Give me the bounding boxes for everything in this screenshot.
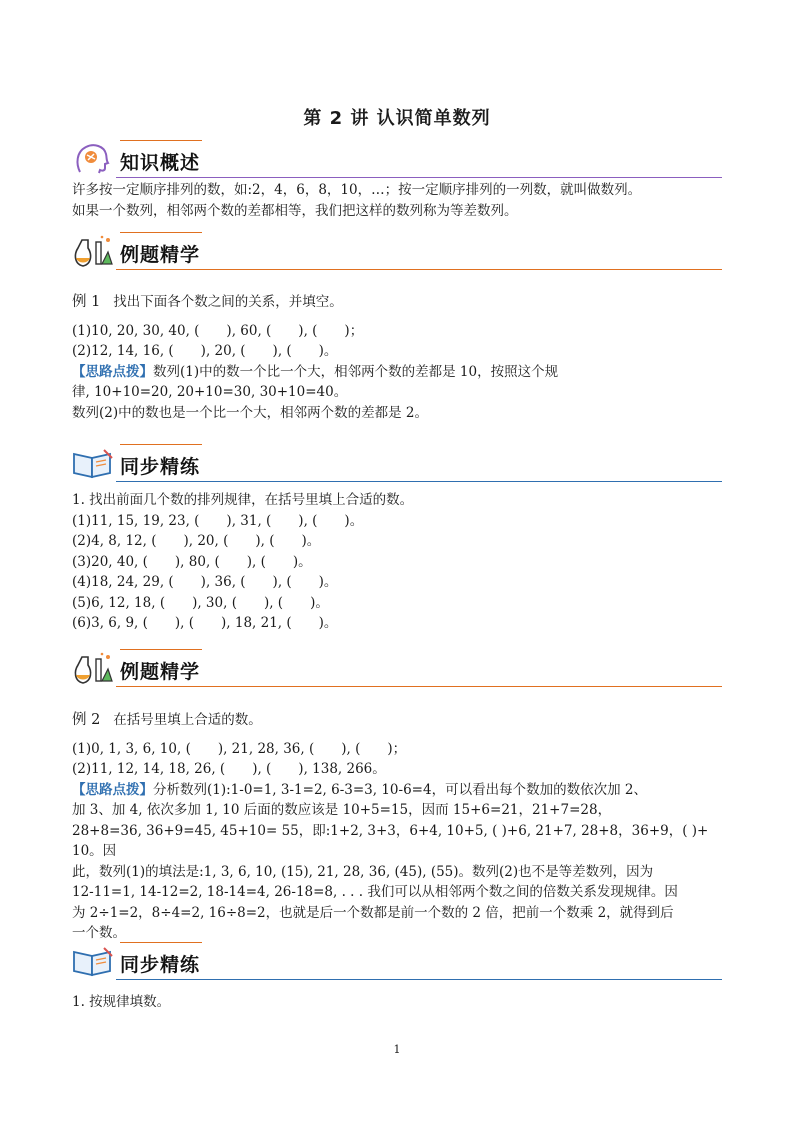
- practice-question: 1. 找出前面几个数的排列规律，在括号里填上合适的数。: [72, 492, 414, 508]
- text-line: 许多按一定顺序排列的数，如:2，4，6，8，10，…；按一定顺序排列的一列数，就叫做数列。: [72, 182, 642, 198]
- section-header-practice-1: [72, 440, 722, 482]
- example-item: (2)11, 12, 14, 18, 26, ( ), ( ), 138, 266。: [72, 761, 386, 777]
- hint-line: 12-11=1, 14-12=2, 18-14=4, 26-18=8, . . . 我们可以从相邻两个数之间的倍数关系发现规律。因: [72, 884, 678, 900]
- header-accent-line: [120, 140, 202, 141]
- section-heading: 例题精学: [120, 661, 201, 683]
- section-heading: 知识概述: [120, 152, 201, 174]
- prompt-text: 找出下面各个数之间的关系，并填空。: [113, 294, 343, 310]
- practice-item: (6)3, 6, 9, ( ), ( ), 18, 21, ( )。: [72, 615, 338, 631]
- header-underline: [116, 481, 722, 482]
- hint-line: 28+8=36, 36+9=45, 45+10= 55，即:1+2, 3+3，6+4, 10+5, ( )+6, 21+7, 28+8，36+9，( )+ 10。因: [72, 822, 709, 859]
- example-item: (2)12, 14, 16, ( ), 20, ( ), ( )。: [72, 343, 338, 359]
- example-label: 例 2: [72, 712, 101, 728]
- page-number: 1: [393, 1043, 401, 1056]
- hint-tag: 【思路点拨】: [72, 363, 153, 380]
- hint-line: 此，数列(1)的填法是:1, 3, 6, 10, (15), 21, 28, 36, (45), (55)。数列(2)也不是等差数列，因为: [72, 863, 654, 880]
- overview-text: [72, 180, 722, 221]
- hint-line: 一个数。: [72, 925, 126, 941]
- section-header-example-2: [72, 645, 722, 687]
- text-line: 如果一个数列，相邻两个数的差都相等，我们把这样的数列称为等差数列。: [72, 202, 518, 219]
- open-book-icon: [72, 446, 116, 480]
- practice-2-body: [72, 992, 722, 1013]
- section-header-practice-2: [72, 938, 722, 980]
- practice-item: (1)11, 15, 19, 23, ( ), 31, ( ), ( )。: [72, 512, 364, 529]
- hint-line: [72, 362, 722, 383]
- header-accent-line: [120, 232, 202, 233]
- practice-item: (5)6, 12, 18, ( ), 30, ( ), ( )。: [72, 594, 329, 611]
- example-1-body: [72, 292, 722, 423]
- header-underline: [116, 979, 722, 980]
- example-item: (1)10, 20, 30, 40, ( ), 60, ( ), ( )；: [72, 322, 364, 339]
- practice-1-body: [72, 490, 722, 634]
- lab-flask-icon: [72, 651, 116, 685]
- section-header-example-1: [72, 228, 722, 270]
- section-heading: 同步精练: [120, 456, 201, 478]
- hint-line: 加 3、加 4, 依次多加 1, 10 后面的数应该是 10+5=15，因而 15+6=21，21+7=28，: [72, 802, 612, 818]
- section-heading: 例题精学: [120, 244, 201, 266]
- lab-flask-icon: [72, 234, 116, 268]
- section-header-overview: [72, 136, 722, 178]
- hint-line: 为 2÷1=2，8÷4=2, 16÷8=2，也就是后一个数都是前一个数的 2 倍，把前一个数乘 2，就得到后: [72, 904, 674, 921]
- prompt-text: 在括号里填上合适的数。: [113, 712, 262, 728]
- page-title: 第 2 讲 认识简单数列: [303, 108, 491, 129]
- practice-item: (2)4, 8, 12, ( ), 20, ( ), ( )。: [72, 533, 321, 549]
- example-2-prompt: [72, 710, 722, 731]
- example-1-prompt: [72, 292, 722, 313]
- practice-item: (3)20, 40, ( ), 80, ( ), ( )。: [72, 553, 312, 570]
- practice-item: (4)18, 24, 29, ( ), 36, ( ), ( )。: [72, 574, 338, 590]
- brain-head-icon: [72, 142, 116, 176]
- practice-question: 1. 按规律填数。: [72, 994, 171, 1010]
- header-underline: [116, 177, 722, 178]
- header-underline: [116, 269, 722, 270]
- hint-tag: 【思路点拨】: [72, 781, 153, 798]
- example-2-body: [72, 710, 722, 944]
- hint-text: 数列(1)中的数一个比一个大，相邻两个数的差都是 10，按照这个规: [153, 363, 559, 380]
- header-accent-line: [120, 444, 202, 445]
- hint-text: 分析数列(1):1-0=1, 3-1=2, 6-3=3, 10-6=4，可以看出每个数加的数依次加 2、: [153, 781, 647, 798]
- hint-line: 律, 10+10=20, 20+10=30, 30+10=40。: [72, 384, 348, 400]
- hint-line: 数列(2)中的数也是一个比一个大，相邻两个数的差都是 2。: [72, 404, 429, 421]
- header-accent-line: [120, 649, 202, 650]
- header-underline: [116, 686, 722, 687]
- open-book-icon: [72, 944, 116, 978]
- example-label: 例 1: [72, 294, 101, 310]
- section-heading: 同步精练: [120, 954, 201, 976]
- header-accent-line: [120, 942, 202, 943]
- hint-line: [72, 780, 722, 801]
- example-item: (1)0, 1, 3, 6, 10, ( ), 21, 28, 36, ( ), ( )；: [72, 740, 407, 757]
